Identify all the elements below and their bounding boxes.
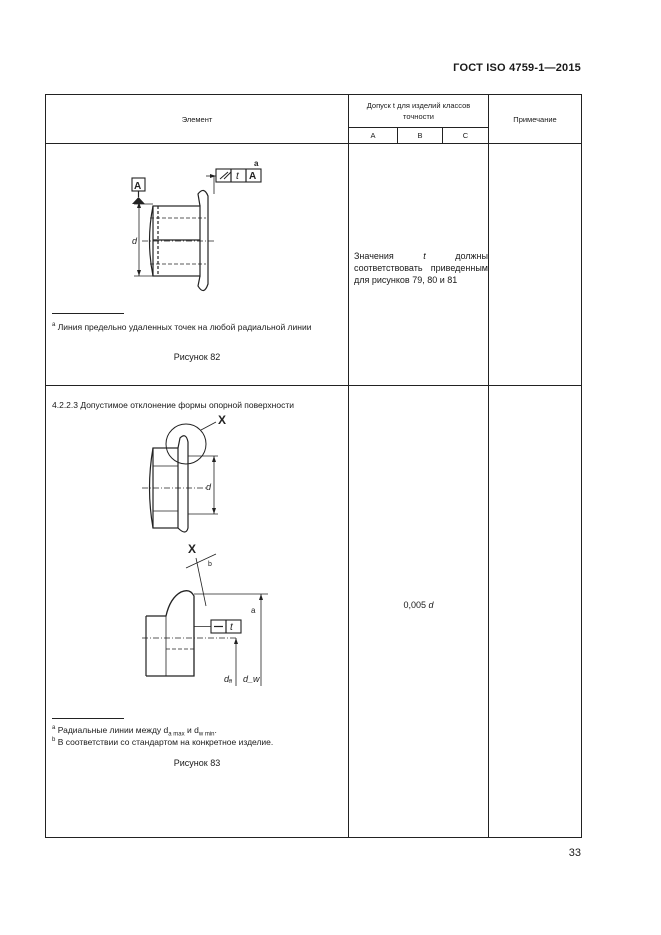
- tolerance-text: [354, 250, 488, 286]
- header-class-b: B: [398, 128, 443, 144]
- fig83-sup-a: a: [251, 606, 256, 615]
- figure-83-cell: [46, 386, 349, 838]
- footnote-sub2: w min: [198, 731, 215, 738]
- footnote-a: [52, 319, 342, 333]
- figure-82-caption: Рисунок 82: [173, 352, 221, 362]
- footnote-sub1: a max: [168, 731, 185, 738]
- fig82-sup-a: a: [254, 159, 259, 168]
- footnote-rule: [52, 313, 124, 314]
- tolerance-unit: d: [428, 600, 434, 610]
- figure-83-caption: Рисунок 83: [173, 758, 221, 768]
- tolerance-cell-row1: [349, 144, 489, 386]
- figure-82-drawing: [46, 144, 349, 309]
- footnote-text-part1: Радиальные линии между d: [57, 724, 169, 735]
- fig82-frame-a: A: [249, 171, 257, 182]
- tolerance-text-part1: Значения: [354, 251, 394, 261]
- fig83-sup-b: b: [208, 561, 212, 568]
- header-note: Примечание: [489, 95, 582, 144]
- footnote-marker: a: [52, 322, 56, 328]
- tolerance-text-part2: должны соответствовать приведенным для рисунков 79, 80 и 81: [354, 251, 488, 285]
- footnote-b: [52, 731, 274, 748]
- fig82-datum-a: A: [134, 181, 142, 192]
- footnote-rule: [52, 718, 124, 719]
- fig82-frame-t: t: [236, 171, 239, 182]
- header-element: Элемент: [46, 95, 349, 144]
- document-code: ГОСТ ISO 4759-1—2015: [453, 62, 581, 74]
- footnote-marker: a: [52, 725, 56, 731]
- fig82-dim-d: d: [132, 236, 138, 246]
- note-cell-row2: [489, 386, 582, 838]
- footnote-text-end: .: [214, 724, 217, 735]
- note-cell-row1: [489, 144, 582, 386]
- fig83-dw: d_w: [243, 674, 260, 684]
- tolerance-table: [45, 94, 582, 838]
- tolerance-value: [349, 600, 488, 610]
- footnote-text: В соответствии со стандартом на конкретное изделие.: [57, 736, 274, 747]
- fig83-x2: X: [188, 542, 197, 556]
- table-row: [46, 144, 582, 386]
- header-class-a: A: [349, 128, 398, 144]
- header-tolerance-label: Допуск t для изделий классов точности: [366, 101, 471, 121]
- header-tolerance: [349, 95, 489, 128]
- figure-82-cell: [46, 144, 349, 386]
- section-title: 4.2.2.3 Допустимое отклонение формы опорной поверхности: [52, 400, 294, 410]
- tolerance-text-t: t: [423, 251, 426, 261]
- fig83-da: dₐ: [224, 674, 233, 684]
- footnote-marker: b: [52, 737, 56, 743]
- tolerance-number: 0,005: [403, 600, 426, 610]
- header-class-c: C: [443, 128, 489, 144]
- footnote-text: Линия предельно удаленных точек на любой радиальной линии: [57, 321, 312, 332]
- fig83-t: t: [230, 622, 233, 633]
- page-number: 33: [568, 847, 581, 859]
- fig83-x1: X: [218, 413, 227, 427]
- figure-83-drawing: [46, 386, 349, 716]
- table-row: [46, 386, 582, 838]
- fig83-dim-d: d: [206, 482, 212, 492]
- footnote-text-part2: и d: [184, 724, 199, 735]
- tolerance-cell-row2: [349, 386, 489, 838]
